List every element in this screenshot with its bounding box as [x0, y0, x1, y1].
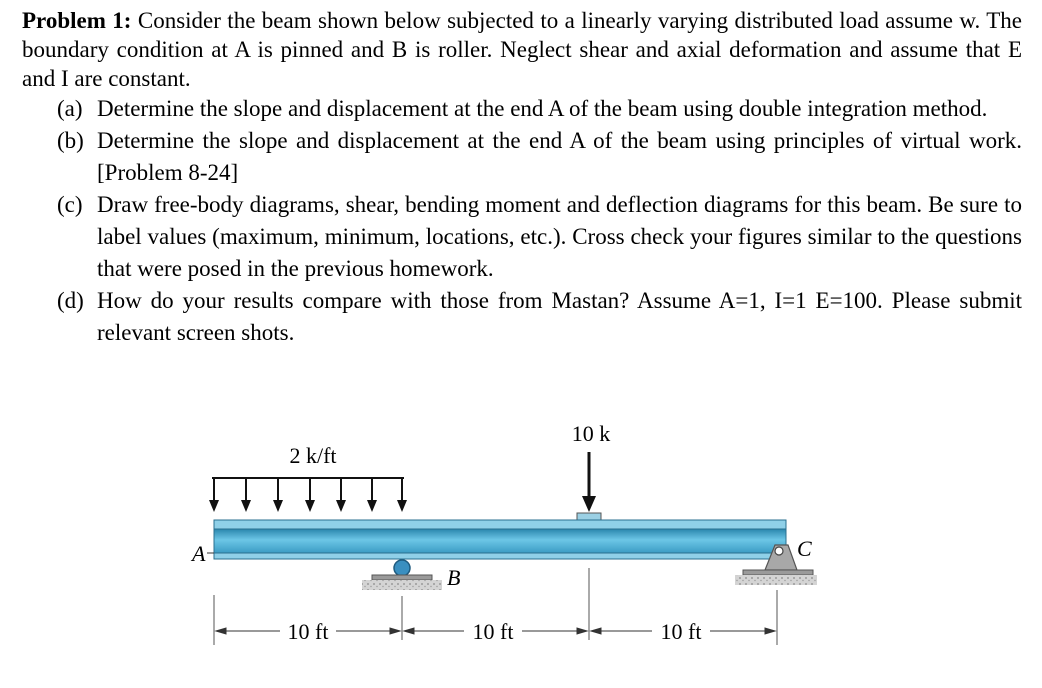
part-b-label: (b)	[57, 128, 84, 153]
label-b: B	[447, 565, 461, 590]
load-arrow	[273, 478, 283, 512]
dim-label-b-load: 10 ft	[472, 619, 514, 644]
part-c-label: (c)	[57, 192, 83, 217]
beam	[214, 520, 786, 559]
load-arrow	[209, 478, 219, 512]
problem-statement: Consider the beam shown below subjected to a linearly varying distributed load assume w. The boundary condition at A is pinned and B is roller. Neglect shear and axial deformation and assume that E and I are constant.	[22, 8, 1023, 91]
label-a: A	[192, 541, 206, 566]
load-arrow	[336, 478, 346, 512]
part-a-text: Determine the slope and displacement at the end A of the beam using double integration method.	[97, 96, 988, 121]
part-d-label: (d)	[57, 288, 84, 313]
point-load-arrow	[577, 452, 601, 520]
load-arrow	[397, 478, 407, 512]
load-arrow	[367, 478, 377, 512]
part-b-text: Determine the slope and displacement at the end A of the beam using principles of virtual work. [Problem 8-24]	[97, 128, 1022, 185]
part-d-text: How do your results compare with those from Mastan? Assume A=1, I=1 E=100. Please submit relevant screen shots.	[97, 288, 1022, 345]
part-c-text: Draw free-body diagrams, shear, bending moment and deflection diagrams for this beam. Be sure to label values (maximum, minimum, locations, etc.). Cross check your figures similar to the questions that were posed in the previous homework.	[97, 192, 1022, 281]
load-arrow	[305, 478, 315, 512]
load-arrow	[241, 478, 251, 512]
label-c: C	[797, 536, 812, 561]
problem-label: Problem 1:	[22, 8, 132, 33]
part-a-label: (a)	[57, 96, 83, 121]
distributed-load-label: 2 k/ft	[289, 443, 337, 468]
distributed-load-arrows	[209, 478, 407, 512]
dim-label-load-c: 10 ft	[660, 619, 702, 644]
roller-support-b	[362, 560, 442, 590]
dim-label-ab: 10 ft	[287, 619, 329, 644]
point-load-label: 10 k	[571, 421, 611, 446]
